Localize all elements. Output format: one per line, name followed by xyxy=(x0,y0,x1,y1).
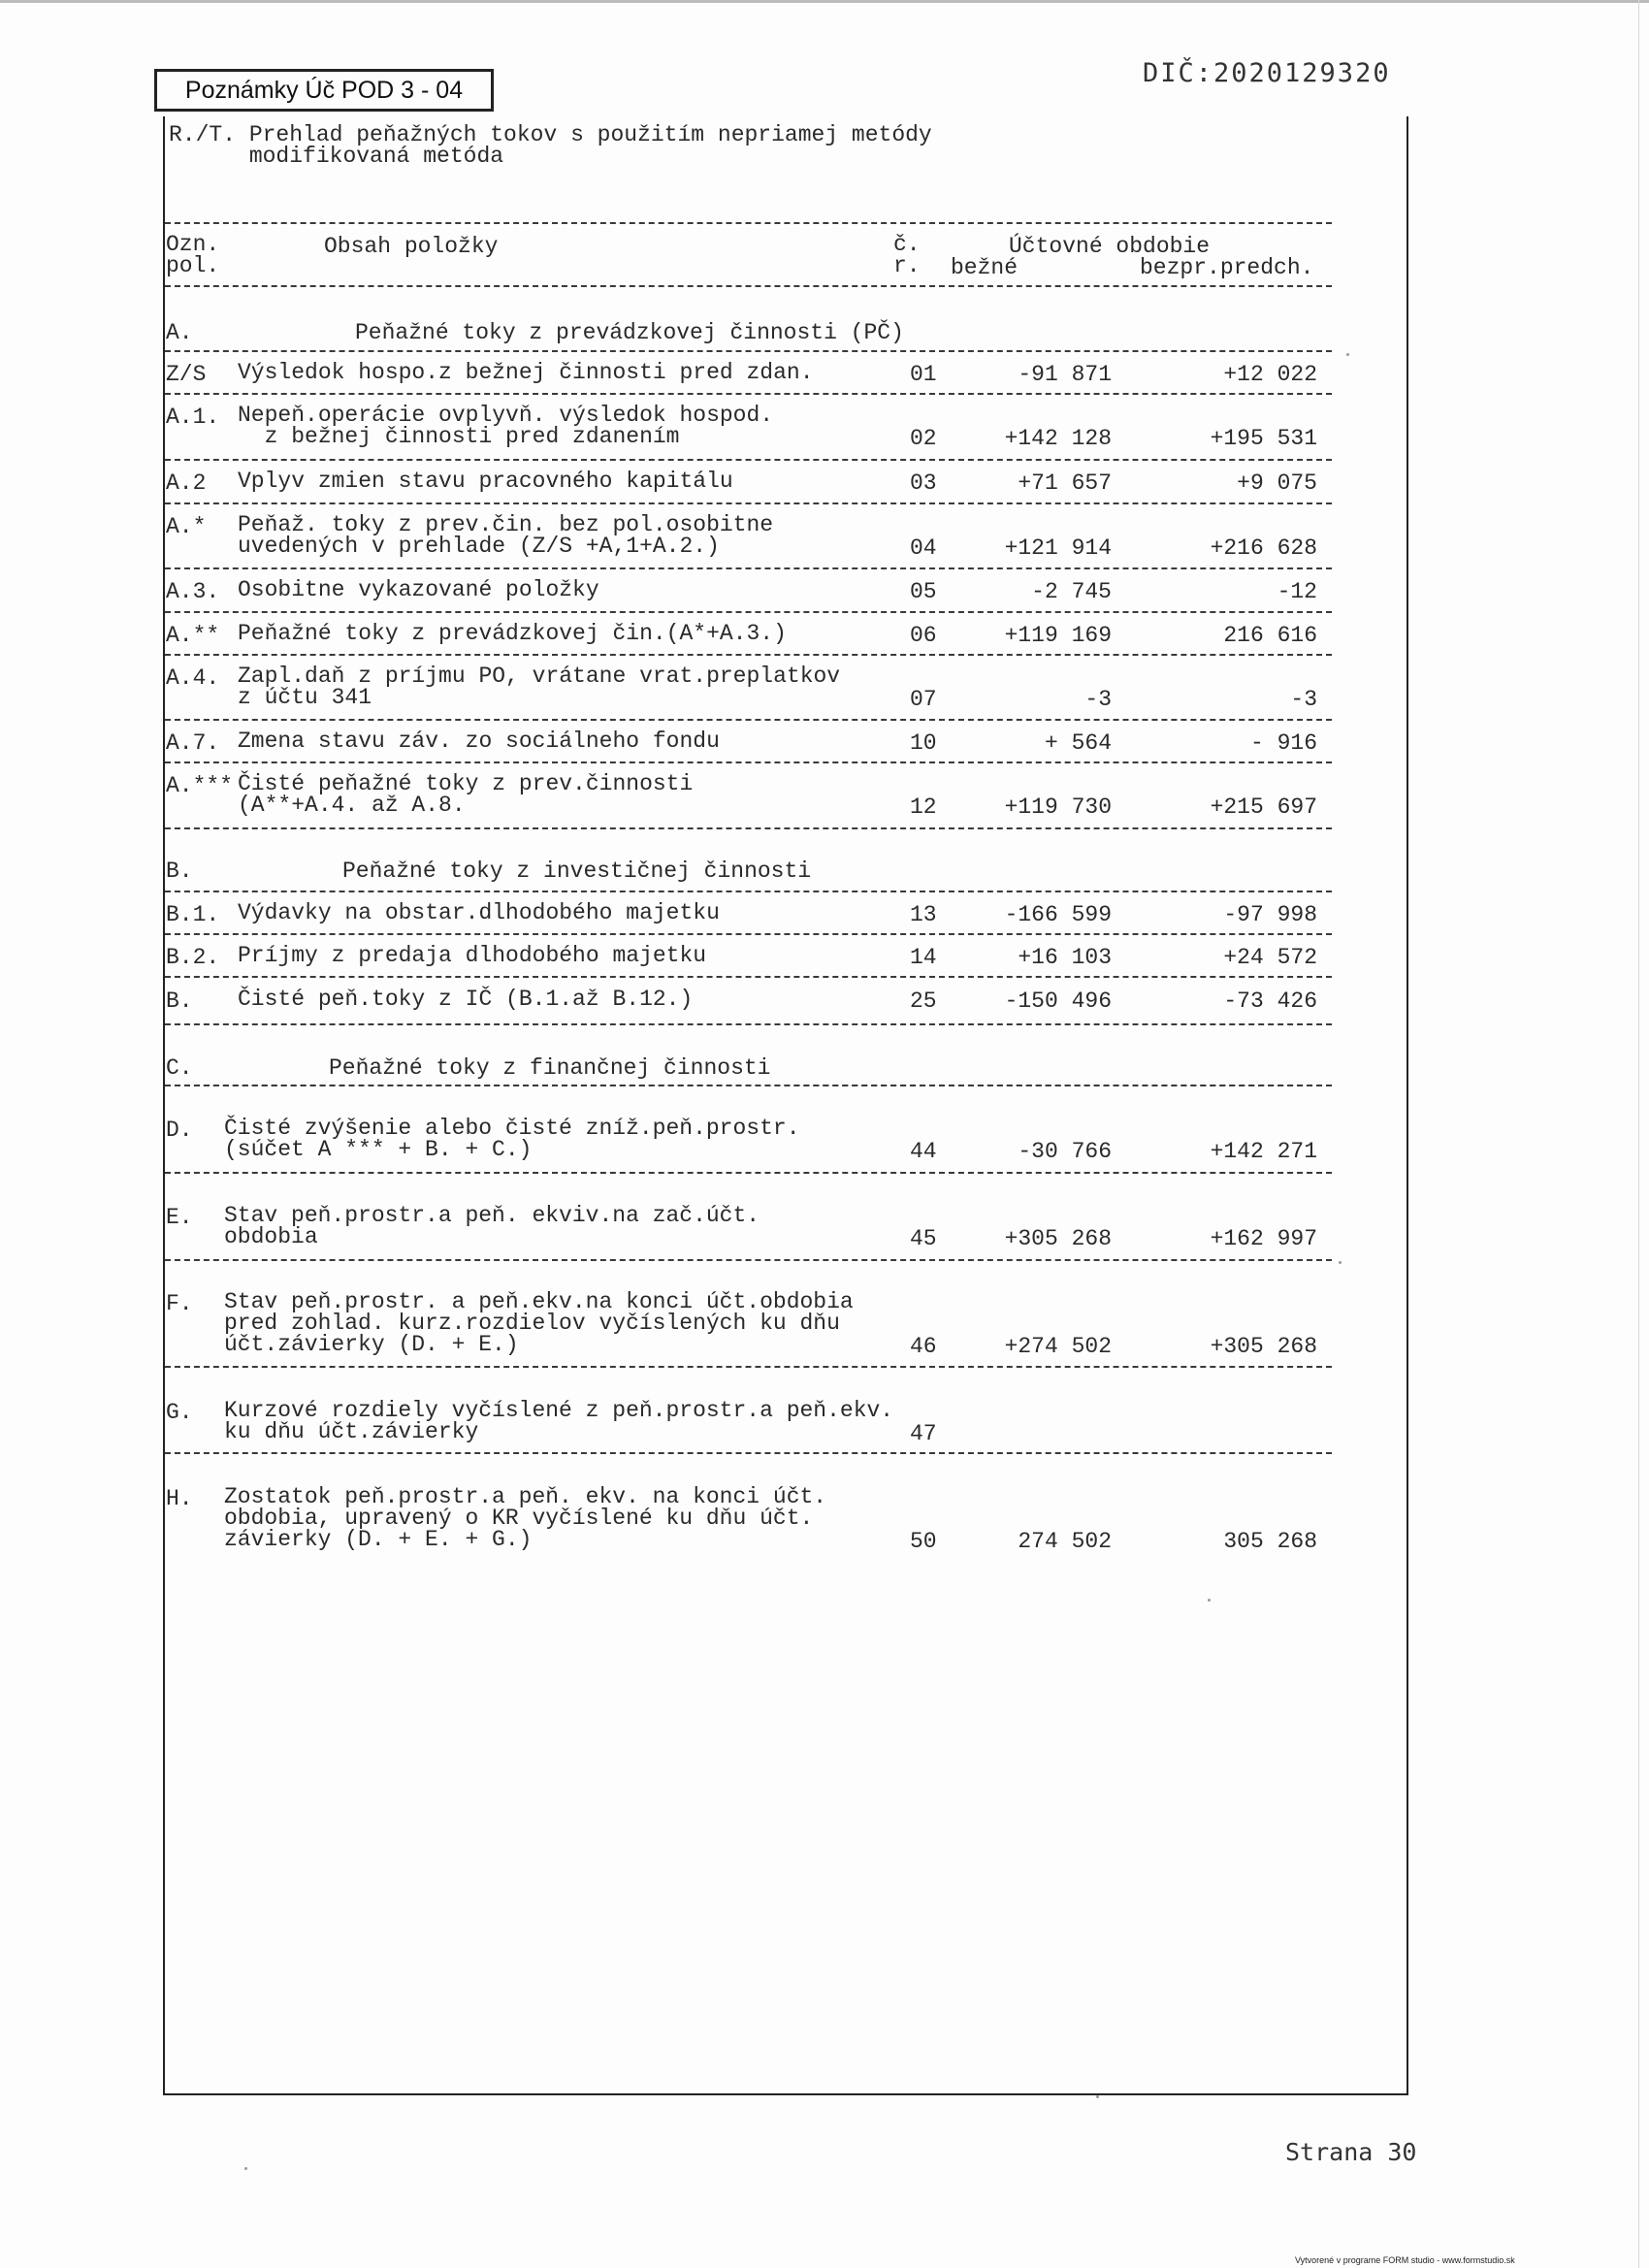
section-code: A. xyxy=(166,320,193,345)
row-code: G. xyxy=(166,1400,193,1425)
section-title: Peňažné toky z prevádzkovej činnosti (PČ) xyxy=(355,320,904,345)
row-number: 05 xyxy=(910,579,937,604)
row-code: F. xyxy=(166,1291,193,1316)
current-period-value: + 564 xyxy=(1044,730,1112,756)
row-description xyxy=(224,1400,893,1442)
row-code: A.* xyxy=(166,514,207,539)
row-number: 47 xyxy=(910,1421,937,1446)
row-description-line: Peňaž. toky z prev.čin. bez pol.osobitne xyxy=(238,512,774,537)
row-description-line: Zostatok peň.prostr.a peň. ekv. na konci účt. xyxy=(224,1484,827,1509)
row-code: A.** xyxy=(166,623,220,648)
statement-subtitle: R./T. Prehlad peňažných tokov s použitím nepriamej metódy modifikovaná metóda xyxy=(169,122,932,169)
section-code: C. xyxy=(166,1055,193,1081)
previous-period-value: 305 268 xyxy=(1223,1529,1317,1554)
scan-edge xyxy=(0,0,1649,3)
row-number: 25 xyxy=(910,988,937,1014)
generator-note: Vytvorené v programe FORM studio - www.formstudio.sk xyxy=(1295,2255,1515,2265)
scan-speck xyxy=(1339,1261,1342,1264)
row-description-line: účt.závierky (D. + E.) xyxy=(224,1332,519,1357)
row-code: E. xyxy=(166,1205,193,1230)
column-header-row-number: č. r. xyxy=(893,232,921,278)
current-period-value: 274 502 xyxy=(1018,1529,1112,1554)
row-description xyxy=(238,665,840,708)
divider xyxy=(165,976,1332,978)
divider xyxy=(165,933,1332,935)
previous-period-value: +142 271 xyxy=(1210,1139,1317,1164)
row-number: 46 xyxy=(910,1334,937,1359)
current-period-value: -150 496 xyxy=(1004,988,1112,1014)
row-code: Z/S xyxy=(166,362,207,387)
row-description xyxy=(238,902,720,923)
row-description-line: Vplyv zmien stavu pracovného kapitálu xyxy=(238,469,733,494)
row-code: B.2. xyxy=(166,945,220,970)
row-description xyxy=(238,470,733,492)
row-description-line: Nepeň.operácie ovplyvň. výsledok hospod. xyxy=(238,403,774,428)
divider xyxy=(165,827,1332,829)
row-description-line: ku dňu účt.závierky xyxy=(224,1419,479,1444)
previous-period-value: +9 075 xyxy=(1237,470,1317,496)
row-description xyxy=(238,405,773,447)
row-description-line: uvedených v prehlade (Z/S +A,1+A.2.) xyxy=(238,534,720,559)
divider xyxy=(165,502,1332,504)
row-description-line: Peňažné toky z prevádzkovej čin.(A*+A.3.) xyxy=(238,621,787,646)
row-number: 50 xyxy=(910,1529,937,1554)
previous-period-value: -12 xyxy=(1277,579,1317,604)
row-description-line: z bežnej činnosti pred zdanením xyxy=(238,424,680,449)
section-title: Peňažné toky z finančnej činnosti xyxy=(329,1055,771,1081)
row-description xyxy=(224,1118,800,1160)
column-header-period: Účtovné obdobie xyxy=(1009,234,1211,259)
current-period-value: +119 730 xyxy=(1004,794,1112,820)
previous-period-value: +216 628 xyxy=(1210,535,1317,561)
current-period-value: -166 599 xyxy=(1004,902,1112,927)
current-period-value: -2 745 xyxy=(1031,579,1112,604)
row-description xyxy=(224,1205,760,1247)
row-description-line: Výsledok hospo.z bežnej činnosti pred zdan. xyxy=(238,360,814,385)
previous-period-value: 216 616 xyxy=(1223,623,1317,648)
row-description xyxy=(224,1486,826,1550)
row-code: A.4. xyxy=(166,665,220,691)
current-period-value: +305 268 xyxy=(1004,1226,1112,1251)
row-number: 45 xyxy=(910,1226,937,1251)
divider xyxy=(165,459,1332,461)
current-period-value: +119 169 xyxy=(1004,623,1112,648)
scan-speck xyxy=(1208,1599,1211,1602)
current-period-value: -91 871 xyxy=(1018,362,1112,387)
divider xyxy=(165,222,1332,224)
scan-speck xyxy=(1346,353,1349,356)
column-header-current: bežné xyxy=(951,255,1018,280)
row-description-line: Zapl.daň z príjmu PO, vrátane vrat.preplatkov xyxy=(238,664,841,689)
divider xyxy=(165,1172,1332,1174)
previous-period-value: +12 022 xyxy=(1223,362,1317,387)
row-code: B. xyxy=(166,988,193,1014)
row-code: A.3. xyxy=(166,579,220,604)
row-number: 02 xyxy=(910,426,937,451)
divider xyxy=(165,567,1332,569)
tax-id: DIČ:2020129320 xyxy=(1143,58,1391,88)
row-description-line: Stav peň.prostr.a peň. ekviv.na zač.účt. xyxy=(224,1203,760,1228)
previous-period-value: +305 268 xyxy=(1210,1334,1317,1359)
divider xyxy=(165,611,1332,613)
column-header-content: Obsah položky xyxy=(324,234,499,259)
row-code: A.2 xyxy=(166,470,207,496)
row-description-line: Kurzové rozdiely vyčíslené z peň.prostr.a peň.ekv. xyxy=(224,1398,894,1423)
row-description-line: Stav peň.prostr. a peň.ekv.na konci účt.obdobia xyxy=(224,1289,854,1314)
row-description-line: Príjmy z predaja dlhodobého majetku xyxy=(238,943,707,968)
current-period-value: -30 766 xyxy=(1018,1139,1112,1164)
row-number: 03 xyxy=(910,470,937,496)
divider xyxy=(165,761,1332,763)
row-description xyxy=(224,1291,854,1355)
divider xyxy=(165,285,1332,287)
divider xyxy=(165,891,1332,892)
current-period-value: -3 xyxy=(1084,687,1112,712)
row-description-line: obdobia xyxy=(224,1224,318,1249)
previous-period-value: - 916 xyxy=(1249,730,1317,756)
previous-period-value: -97 998 xyxy=(1223,902,1317,927)
row-code: A.*** xyxy=(166,773,234,798)
row-number: 14 xyxy=(910,945,937,970)
current-period-value: +16 103 xyxy=(1018,945,1112,970)
divider xyxy=(165,1259,1332,1261)
previous-period-value: -3 xyxy=(1290,687,1317,712)
scan-speck xyxy=(244,2167,247,2170)
current-period-value: +274 502 xyxy=(1004,1334,1112,1359)
document-title: Poznámky Úč POD 3 - 04 xyxy=(155,70,493,111)
divider xyxy=(165,1366,1332,1368)
current-period-value: +142 128 xyxy=(1004,426,1112,451)
row-description-line: Čisté peňažné toky z prev.činnosti xyxy=(238,771,694,796)
row-code: H. xyxy=(166,1486,193,1511)
row-number: 44 xyxy=(910,1139,937,1164)
divider xyxy=(165,1452,1332,1454)
divider xyxy=(165,654,1332,656)
row-description-line: obdobia, upravený o KR vyčíslené ku dňu účt. xyxy=(224,1506,814,1531)
row-code: D. xyxy=(166,1118,193,1143)
scan-edge xyxy=(1638,0,1639,2268)
row-description-line: Výdavky na obstar.dlhodobého majetku xyxy=(238,900,720,925)
row-description xyxy=(238,773,693,816)
row-description-line: (A**+A.4. až A.8. xyxy=(238,793,466,818)
divider xyxy=(165,719,1332,721)
row-description xyxy=(238,988,693,1010)
row-description xyxy=(238,514,773,557)
divider xyxy=(165,1085,1332,1086)
previous-period-value: +215 697 xyxy=(1210,794,1317,820)
section-title: Peňažné toky z investičnej činnosti xyxy=(342,859,812,884)
row-description xyxy=(238,730,720,752)
row-description-line: Zmena stavu záv. zo sociálneho fondu xyxy=(238,729,720,754)
row-description-line: Osobitne vykazované položky xyxy=(238,577,599,602)
row-number: 12 xyxy=(910,794,937,820)
row-description xyxy=(238,579,599,600)
row-number: 06 xyxy=(910,623,937,648)
row-code: B.1. xyxy=(166,902,220,927)
row-number: 07 xyxy=(910,687,937,712)
row-code: A.1. xyxy=(166,405,220,430)
row-description-line: závierky (D. + E. + G.) xyxy=(224,1527,533,1552)
current-period-value: +121 914 xyxy=(1004,535,1112,561)
row-number: 04 xyxy=(910,535,937,561)
section-code: B. xyxy=(166,859,193,884)
column-header-previous: bezpr.predch. xyxy=(1140,255,1314,280)
current-period-value: +71 657 xyxy=(1018,470,1112,496)
previous-period-value: +195 531 xyxy=(1210,426,1317,451)
row-description-line: pred zohlad. kurz.rozdielov vyčíslených ku dňu xyxy=(224,1311,840,1336)
column-header-code: Ozn. pol. xyxy=(166,232,220,278)
row-description xyxy=(238,945,706,966)
row-number: 10 xyxy=(910,730,937,756)
row-description-line: Čisté zvýšenie alebo čisté zníž.peň.prostr. xyxy=(224,1116,800,1141)
divider xyxy=(165,1023,1332,1025)
divider xyxy=(165,393,1332,395)
row-description-line: Čisté peň.toky z IČ (B.1.až B.12.) xyxy=(238,987,694,1012)
scan-speck xyxy=(1096,2095,1099,2098)
previous-period-value: +24 572 xyxy=(1223,945,1317,970)
row-description-line: z účtu 341 xyxy=(238,685,372,710)
row-number: 13 xyxy=(910,902,937,927)
row-description xyxy=(238,623,787,644)
row-description xyxy=(238,362,814,383)
row-code: A.7. xyxy=(166,730,220,756)
row-number: 01 xyxy=(910,362,937,387)
divider xyxy=(165,350,1332,352)
row-description-line: (súčet A *** + B. + C.) xyxy=(224,1137,533,1162)
page-number: Strana 30 xyxy=(1285,2138,1417,2166)
previous-period-value: -73 426 xyxy=(1223,988,1317,1014)
previous-period-value: +162 997 xyxy=(1210,1226,1317,1251)
